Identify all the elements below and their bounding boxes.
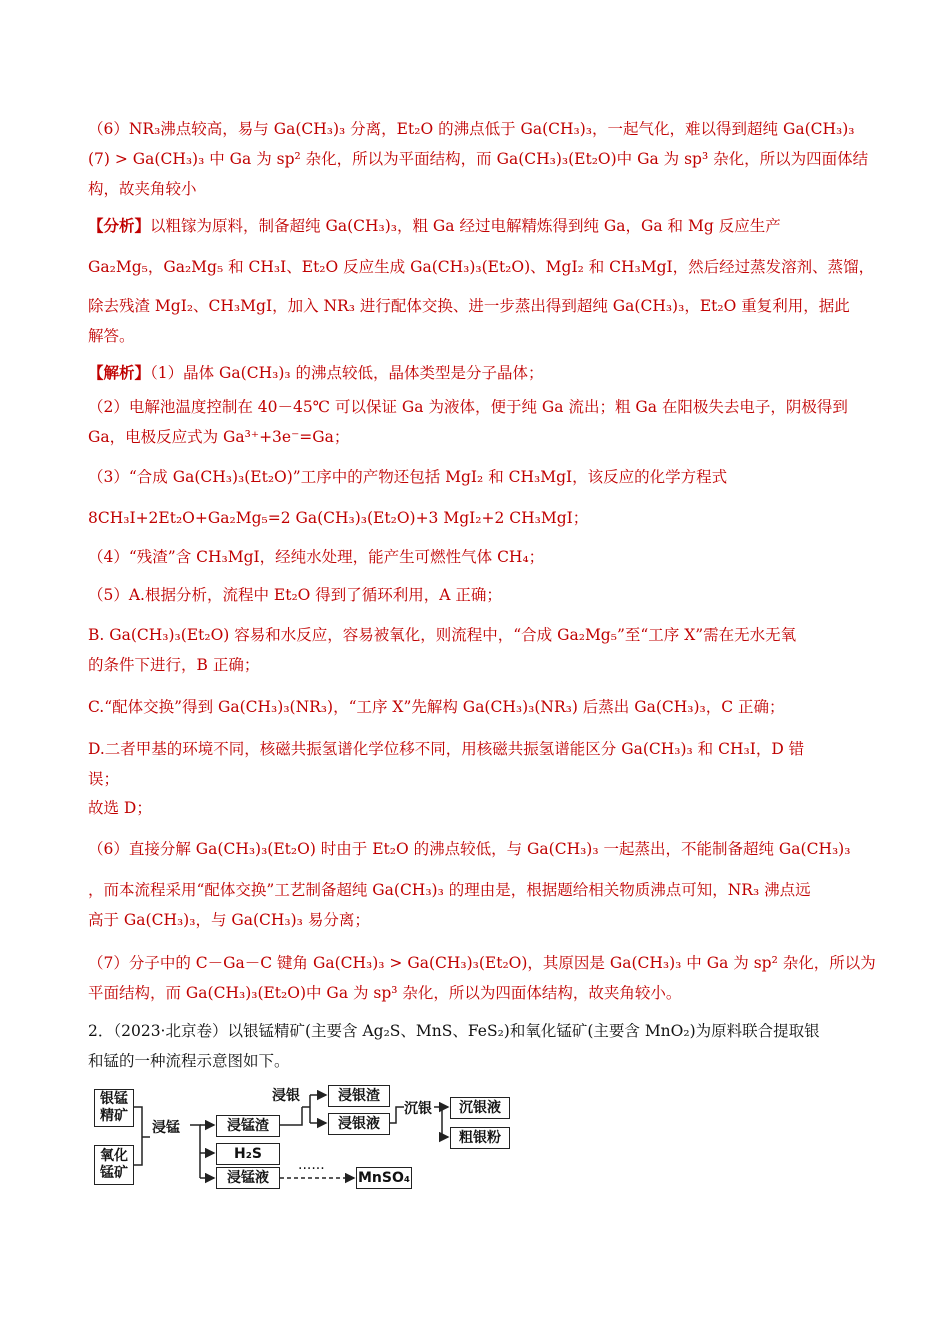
line-text: (7) > Ga(CH₃)₃ 中 Ga 为 sp² 杂化，所以为平面结构，而 Ga(CH₃)₃(Et₂O)中 Ga 为 sp³ 杂化，所以为四面体结 [88,150,869,168]
line-text: （4）“残渣”含 CH₃MgI，经纯水处理，能产生可燃性气体 CH₄； [88,548,545,566]
raw-material-manganese-oxide-ore: 氧化 锰矿 [94,1145,134,1185]
line-text: （3）“合成 Ga(CH₃)₃(Et₂O)”工序中的产物还包括 MgI₂ 和 CH₃MgI，该反应的化学方程式 [88,468,728,486]
text-line-l7 [88,325,868,347]
text-line-l21 [88,838,868,860]
text-line-l22 [88,879,868,901]
text-line-l15 [88,624,868,646]
box-manganese-leach-liquor: 浸锰液 [216,1167,280,1189]
text-line-l14 [88,584,868,606]
flowchart [92,1085,512,1190]
line-text: 2．（2023·北京卷）以银锰精矿(主要含 Ag₂S、MnS、FeS₂)和氧化锰矿(主要含 MnO₂)为原料联合提取银 [88,1022,820,1040]
box-manganese-leach-residue: 浸锰渣 [216,1115,280,1137]
box-crude-silver-powder: 粗银粉 [450,1127,510,1149]
line-text: 的条件下进行，B 正确； [88,656,260,674]
step-silver-precipitation: 沉银 [404,1101,432,1117]
line-text: 和锰的一种流程示意图如下。 [88,1052,290,1070]
box-silver-leach-residue: 浸银渣 [328,1085,390,1107]
text-line-l10 [88,426,868,448]
raw-material-silver-manganese-concentrate: 银锰 精矿 [94,1089,134,1127]
box-silver-leach-liquor: 浸银液 [328,1113,390,1135]
text-line-l16 [88,654,868,676]
line-text: 以粗镓为原料，制备超纯 Ga(CH₃)₃，粗 Ga 经过电解精炼得到纯 Ga，Ga 和 Mg 反应生产 [150,217,781,235]
text-line-l4 [88,215,868,237]
line-text: 故选 D； [88,799,152,817]
text-line-l25 [88,982,868,1004]
line-text: （5）A.根据分析，流程中 Et₂O 得到了循环利用，A 正确； [88,586,502,604]
text-line-l1 [88,118,868,140]
line-text: （7）分子中的 C－Ga－C 键角 Ga(CH₃)₃ > Ga(CH₃)₃(Et₂O)，其原因是 Ga(CH₃)₃ 中 Ga 为 sp² 杂化，所以为 [88,954,876,972]
text-line-l2 [88,148,868,170]
text-line-l27 [88,1050,868,1072]
line-text: Ga，电极反应式为 Ga³⁺+3e⁻=Ga； [88,428,350,446]
text-line-l23 [88,909,868,931]
step-manganese-leaching: 浸锰 [152,1120,180,1136]
line-text: （6）直接分解 Ga(CH₃)₃(Et₂O) 时由于 Et₂O 的沸点较低，与 Ga(CH₃)₃ 一起蒸出，不能制备超纯 Ga(CH₃)₃ [88,840,851,858]
section-tag: 【解析】 [88,363,151,382]
text-line-l11 [88,466,868,488]
line-text: （2）电解池温度控制在 40－45℃ 可以保证 Ga 为液体，便于纯 Ga 流出；粗 Ga 在阳极失去电子，阴极得到 [88,398,848,416]
text-line-l8 [88,362,868,384]
text-line-l6 [88,295,868,317]
text-line-l12 [88,507,868,529]
line-text: 解答。 [88,327,135,345]
text-line-l26 [88,1020,868,1042]
line-text: （1）晶体 Ga(CH₃)₃ 的沸点较低，晶体类型是分子晶体； [150,364,544,382]
text-line-l13 [88,546,868,568]
box-mnso4: MnSO₄ [356,1167,412,1189]
text-line-l24 [88,952,876,974]
text-line-l3 [88,178,868,200]
line-text: C.“配体交换”得到 Ga(CH₃)₃(NR₃)，“工序 X”先解构 Ga(CH₃)₃(NR₃) 后蒸出 Ga(CH₃)₃，C 正确； [88,698,785,716]
line-text: 误； [88,770,120,788]
line-text: 高于 Ga(CH₃)₃，与 Ga(CH₃)₃ 易分离； [88,911,370,929]
line-text: ，而本流程采用“配体交换”工艺制备超纯 Ga(CH₃)₃ 的理由是，根据题给相关物质沸点可知，NR₃ 沸点远 [88,881,811,899]
line-text: B. Ga(CH₃)₃(Et₂O) 容易和水反应，容易被氧化，则流程中，“合成 Ga₂Mg₅”至“工序 X”需在无水无氧 [88,626,797,644]
line-text: 平面结构，而 Ga(CH₃)₃(Et₂O)中 Ga 为 sp³ 杂化，所以为四面体结构，故夹角较小。 [88,984,682,1002]
section-tag: 【分析】 [88,216,151,235]
text-line-l9 [88,396,868,418]
line-text: 8CH₃I+2Et₂O+Ga₂Mg₅=2 Ga(CH₃)₃(Et₂O)+3 MgI₂+2 CH₃MgI； [88,509,589,527]
text-line-l19 [88,768,868,790]
text-line-l5 [88,256,875,278]
text-line-l20 [88,797,868,819]
line-text: 除去残渣 MgI₂、CH₃MgI，加入 NR₃ 进行配体交换、进一步蒸出得到超纯 Ga(CH₃)₃，Et₂O 重复利用，据此 [88,297,850,315]
text-line-l17 [88,696,868,718]
line-text: （6）NR₃沸点较高，易与 Ga(CH₃)₃ 分离，Et₂O 的沸点低于 Ga(CH₃)₃，一起气化，难以得到超纯 Ga(CH₃)₃ [88,120,855,138]
box-precipitation-liquor: 沉银液 [450,1097,510,1119]
line-text: 构，故夹角较小 [88,180,197,198]
line-text: D.二者甲基的环境不同，核磁共振氢谱化学位移不同，用核磁共振氢谱能区分 Ga(CH₃)₃ 和 CH₃I，D 错 [88,740,805,758]
line-text: Ga₂Mg₅，Ga₂Mg₅ 和 CH₃I、Et₂O 反应生成 Ga(CH₃)₃(Et₂O)、MgI₂ 和 CH₃MgI，然后经过蒸发溶剂、蒸馏， [88,258,875,276]
text-line-l18 [88,738,868,760]
dots-label: ······ [298,1161,325,1177]
step-silver-leaching: 浸银 [272,1088,300,1104]
box-h2s: H₂S [216,1143,280,1165]
